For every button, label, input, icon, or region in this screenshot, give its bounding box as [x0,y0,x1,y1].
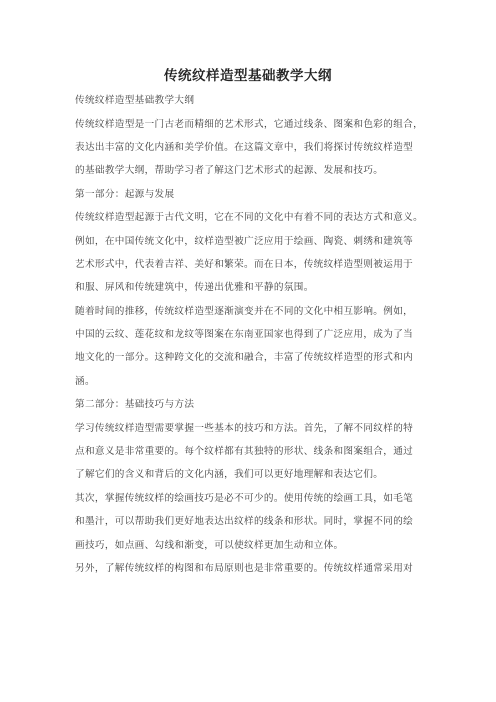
paragraph-line: 的基础教学大纲，帮助学习者了解这门艺术形式的起源、发展和技巧。 [75,165,384,176]
paragraph-line: 表达出丰富的文化内涵和美学价值。在这篇文章中，我们将探讨传统纹样造型 [75,142,414,153]
document-title: 传统纹样造型基础教学大纲 [164,68,332,84]
paragraph-line: 传统纹样造型起源于古代文明，它在不同的文化中有着不同的表达方式和意义。 [75,212,424,223]
paragraph-line: 传统纹样造型是一门古老而精细的艺术形式，它通过线条、图案和色彩的组合， [75,119,424,130]
paragraph-line: 其次，掌握传统纹样的绘画技巧是必不可少的。使用传统的绘画工具，如毛笔 [75,493,414,504]
paragraph-line: 画技巧，如点画、勾线和渐变，可以使纹样更加生动和立体。 [75,540,344,551]
paragraph-line: 中国的云纹、莲花纹和龙纹等图案在东南亚国家也得到了广泛应用，成为了当 [75,329,414,340]
paragraph-line: 传统纹样造型基础教学大纲 [75,95,195,106]
section-heading: 第二部分：基础技巧与方法 [75,399,195,410]
paragraph-line: 了解它们的含义和背后的文化内涵，我们可以更好地理解和表达它们。 [75,469,384,480]
paragraph-line: 地文化的一部分。这种跨文化的交流和融合，丰富了传统纹样造型的形式和内 [75,352,414,363]
paragraph-line: 点和意义是非常重要的。每个纹样都有其独特的形状、线条和图案组合，通过 [75,446,414,457]
paragraph-line: 艺术形式中，代表着吉祥、美好和繁荣。而在日本，传统纹样造型则被运用于 [75,259,414,270]
paragraph-line: 学习传统纹样造型需要掌握一些基本的技巧和方法。首先，了解不同纹样的特 [75,423,414,434]
paragraph-line: 和墨汁，可以帮助我们更好地表达出纹样的线条和形状。同时，掌握不同的绘 [75,516,414,527]
paragraph-line: 涵。 [75,376,95,387]
paragraph-line: 另外，了解传统纹样的构图和布局原则也是非常重要的。传统纹样通常采用对 [75,563,414,574]
paragraph-line: 随着时间的推移，传统纹样造型逐渐演变并在不同的文化中相互影响。例如， [75,306,414,317]
paragraph-line: 和服、屏风和传统建筑中，传递出优雅和平静的氛围。 [75,282,314,293]
section-heading: 第一部分：起源与发展 [75,189,175,200]
paragraph-line: 例如，在中国传统文化中，纹样造型被广泛应用于绘画、陶瓷、刺绣和建筑等 [75,236,414,247]
